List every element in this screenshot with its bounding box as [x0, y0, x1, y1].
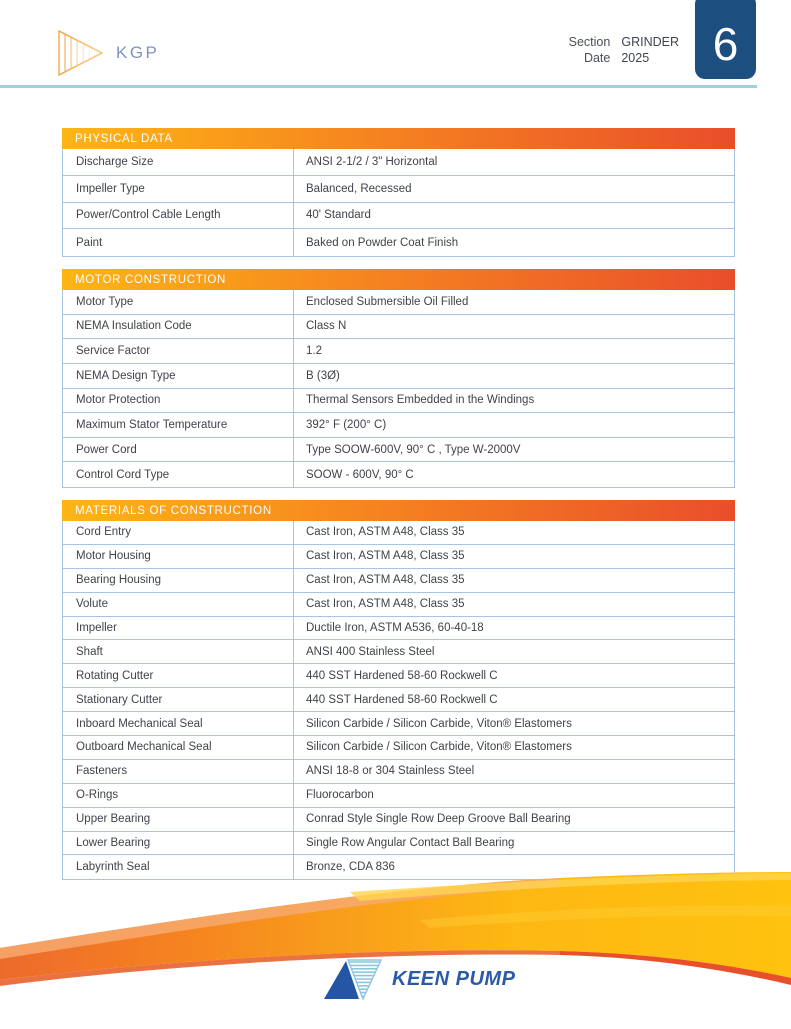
- spec-value: Bronze, CDA 836: [306, 861, 395, 874]
- spec-value: 440 SST Hardened 58-60 Rockwell C: [306, 669, 498, 682]
- spec-label: Impeller: [63, 617, 294, 640]
- spec-label: Control Cord Type: [63, 462, 294, 487]
- spec-label: Motor Housing: [63, 545, 294, 568]
- spec-label: Stationary Cutter: [63, 688, 294, 711]
- table-row: [63, 545, 734, 569]
- spec-label: O-Rings: [63, 784, 294, 807]
- kgp-logo-icon: [56, 28, 106, 78]
- table-body: [63, 290, 734, 487]
- table-row: [63, 364, 734, 389]
- spec-value: Silicon Carbide / Silicon Carbide, Viton® Elastomers: [306, 741, 572, 754]
- table-row: [63, 203, 734, 230]
- table-row: [63, 339, 734, 364]
- spec-value: Cast Iron, ASTM A48, Class 35: [306, 598, 465, 611]
- spec-label: Power/Control Cable Length: [63, 203, 294, 229]
- table-row: [63, 712, 734, 736]
- table-row: [63, 290, 734, 315]
- table-row: [63, 389, 734, 414]
- table-row: [63, 149, 734, 176]
- table-row: [63, 593, 734, 617]
- spec-label: Maximum Stator Temperature: [63, 413, 294, 437]
- table-row: [63, 315, 734, 340]
- spec-label: Fasteners: [63, 760, 294, 783]
- spec-value: 1.2: [306, 345, 322, 358]
- keen-pump-wordmark: KEEN PUMP: [392, 967, 516, 990]
- table-body: [63, 521, 734, 879]
- spec-value: Type SOOW-600V, 90° C , Type W-2000V: [306, 443, 521, 456]
- section-label: Section: [568, 35, 611, 49]
- spec-label: Bearing Housing: [63, 569, 294, 592]
- spec-label: Impeller Type: [63, 176, 294, 202]
- spec-value: ANSI 18-8 or 304 Stainless Steel: [306, 765, 475, 778]
- table-row: [63, 521, 734, 545]
- spec-value: 392° F (200° C): [306, 419, 387, 432]
- table-row: [63, 808, 734, 832]
- materials-of-construction-table: [62, 500, 735, 880]
- spec-label: Shaft: [63, 640, 294, 663]
- table-header-motor-construction: [62, 269, 735, 290]
- spec-label: Upper Bearing: [63, 808, 294, 831]
- table-header-materials-of-construction: [62, 500, 735, 521]
- spec-label: Outboard Mechanical Seal: [63, 736, 294, 759]
- date-label: Date: [583, 51, 611, 65]
- spec-label: Inboard Mechanical Seal: [63, 712, 294, 735]
- spec-label: Rotating Cutter: [63, 664, 294, 687]
- keen-pump-logo: [323, 958, 515, 1000]
- spec-label: Power Cord: [63, 438, 294, 462]
- table-row: [63, 760, 734, 784]
- spec-label: Labyrinth Seal: [63, 855, 294, 879]
- header-divider-rule: [0, 85, 757, 88]
- spec-label: Paint: [63, 229, 294, 256]
- spec-value: B (3Ø): [306, 369, 340, 382]
- table-row: [63, 736, 734, 760]
- spec-value: Class N: [306, 320, 347, 333]
- spec-label: Lower Bearing: [63, 832, 294, 855]
- spec-label: Volute: [63, 593, 294, 616]
- page-number-badge: [695, 0, 756, 79]
- spec-value: SOOW - 600V, 90° C: [306, 468, 414, 481]
- spec-label: Discharge Size: [63, 149, 294, 175]
- spec-label: NEMA Insulation Code: [63, 315, 294, 339]
- table-row: [63, 640, 734, 664]
- page-number: 6: [712, 18, 739, 70]
- spec-value: Ductile Iron, ASTM A536, 60-40-18: [306, 622, 484, 634]
- table-row: [63, 832, 734, 856]
- spec-label: Cord Entry: [63, 521, 294, 544]
- date-value: 2025: [621, 51, 650, 65]
- spec-value: Fluorocarbon: [306, 789, 374, 802]
- spec-value: Single Row Angular Contact Ball Bearing: [306, 837, 515, 850]
- table-title: MOTOR CONSTRUCTION: [75, 273, 227, 286]
- spec-value: Balanced, Recessed: [306, 182, 412, 195]
- table-row: [63, 176, 734, 203]
- table-row: [63, 784, 734, 808]
- spec-value: 440 SST Hardened 58-60 Rockwell C: [306, 693, 498, 706]
- spec-label: Motor Type: [63, 290, 294, 314]
- table-row: [63, 229, 734, 256]
- table-row: [63, 413, 734, 438]
- brand-kgp-label: KGP: [116, 43, 160, 62]
- spec-value: Silicon Carbide / Silicon Carbide, Viton® Elastomers: [306, 717, 572, 730]
- table-body: [63, 149, 734, 256]
- table-row: [63, 688, 734, 712]
- table-row: [63, 462, 734, 487]
- spec-value: 40' Standard: [306, 209, 371, 222]
- spec-value: ANSI 2-1/2 / 3" Horizontal: [306, 155, 438, 168]
- spec-value: Cast Iron, ASTM A48, Class 35: [306, 574, 465, 587]
- table-row: [63, 664, 734, 688]
- spec-value: Enclosed Submersible Oil Filled: [306, 295, 469, 308]
- spec-value: Baked on Powder Coat Finish: [306, 236, 459, 249]
- motor-construction-table: [62, 269, 735, 488]
- header-meta: [569, 35, 679, 65]
- spec-value: Conrad Style Single Row Deep Groove Ball Bearing: [306, 813, 571, 826]
- spec-value: Thermal Sensors Embedded in the Windings: [306, 394, 535, 407]
- spec-value: Cast Iron, ASTM A48, Class 35: [306, 526, 465, 539]
- spec-label: Service Factor: [63, 339, 294, 363]
- keen-pump-triangles-icon: [323, 958, 383, 1000]
- table-row: [63, 617, 734, 641]
- physical-data-table: [62, 128, 735, 257]
- table-row: [63, 569, 734, 593]
- table-row: [63, 438, 734, 463]
- table-header-physical-data: [62, 128, 735, 149]
- section-value: GRINDER: [621, 35, 679, 49]
- table-title: PHYSICAL DATA: [75, 132, 173, 145]
- spec-label: Motor Protection: [63, 389, 294, 413]
- spec-value: Cast Iron, ASTM A48, Class 35: [306, 550, 465, 563]
- table-title: MATERIALS OF CONSTRUCTION: [75, 504, 272, 517]
- spec-label: NEMA Design Type: [63, 364, 294, 388]
- spec-value: ANSI 400 Stainless Steel: [306, 645, 435, 658]
